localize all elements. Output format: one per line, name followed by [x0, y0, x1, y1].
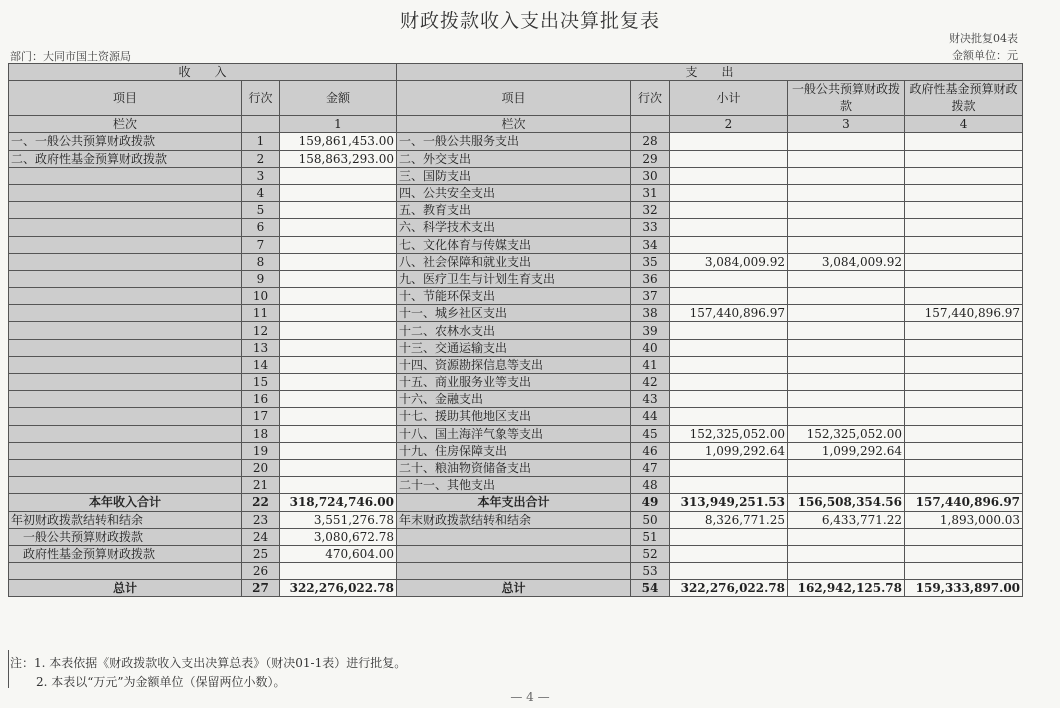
- income-item: [9, 459, 242, 476]
- expense-subtotal: [670, 356, 788, 373]
- expense-item: 总计: [397, 580, 631, 597]
- fund-budget-amount: [905, 408, 1023, 425]
- fund-budget-amount: [905, 459, 1023, 476]
- note-2: 2. 本表以“万元”为金额单位（保留两位小数）。: [36, 675, 286, 689]
- income-amount: [280, 270, 397, 287]
- expense-line: 51: [631, 528, 670, 545]
- income-line: 4: [242, 184, 280, 201]
- income-line: 20: [242, 459, 280, 476]
- income-line: 21: [242, 477, 280, 494]
- expense-item: 十六、金融支出: [397, 391, 631, 408]
- expense-line: 40: [631, 339, 670, 356]
- fund-budget-amount: [905, 391, 1023, 408]
- expense-item: 十一、城乡社区支出: [397, 305, 631, 322]
- income-amount: 470,604.00: [280, 545, 397, 562]
- carryover-row: [9, 511, 1023, 528]
- subtotal-column-number: 2: [670, 116, 788, 133]
- expense-item: [397, 545, 631, 562]
- income-amount-header: 金额: [280, 81, 397, 116]
- fund-budget-amount: [905, 528, 1023, 545]
- expense-item: [397, 563, 631, 580]
- income-amount: 159,861,453.00: [280, 133, 397, 150]
- expense-line: 52: [631, 545, 670, 562]
- fund-budget-amount: [905, 477, 1023, 494]
- expense-subtotal: [670, 184, 788, 201]
- expense-subtotal: 3,084,009.92: [670, 253, 788, 270]
- department-label: 部门：大同市国土资源局: [10, 50, 131, 63]
- income-amount: [280, 219, 397, 236]
- table-row: [9, 322, 1023, 339]
- table-row: [9, 339, 1023, 356]
- settlement-table: [8, 63, 1023, 597]
- expense-item: 六、科学技术支出: [397, 219, 631, 236]
- expense-item: 十七、援助其他地区支出: [397, 408, 631, 425]
- income-amount: [280, 563, 397, 580]
- expense-subtotal: [670, 528, 788, 545]
- fund-budget-amount: [905, 133, 1023, 150]
- income-line: 12: [242, 322, 280, 339]
- expense-line: 38: [631, 305, 670, 322]
- fund-budget-amount: [905, 219, 1023, 236]
- expense-line: 31: [631, 184, 670, 201]
- fund-budget-amount: 157,440,896.97: [905, 305, 1023, 322]
- table-row: [9, 133, 1023, 150]
- income-amount: [280, 356, 397, 373]
- income-line: 16: [242, 391, 280, 408]
- general-budget-amount: [788, 322, 905, 339]
- table-row: [9, 270, 1023, 287]
- income-item: [9, 202, 242, 219]
- expense-subtotal: [670, 477, 788, 494]
- general-budget-amount: [788, 202, 905, 219]
- expense-item: 七、文化体育与传媒支出: [397, 236, 631, 253]
- expense-item: 五、教育支出: [397, 202, 631, 219]
- expense-item: 十、节能环保支出: [397, 288, 631, 305]
- fund-budget-amount: [905, 339, 1023, 356]
- expense-line: 49: [631, 494, 670, 511]
- amount-unit: 金额单位：元: [952, 49, 1018, 62]
- income-amount: [280, 477, 397, 494]
- notes: [10, 654, 406, 692]
- expense-item: 二十一、其他支出: [397, 477, 631, 494]
- income-line: 8: [242, 253, 280, 270]
- expense-subtotal: [670, 459, 788, 476]
- expense-line: 45: [631, 425, 670, 442]
- expense-line: 32: [631, 202, 670, 219]
- expense-item: 二十、粮油物资储备支出: [397, 459, 631, 476]
- income-line: 26: [242, 563, 280, 580]
- income-item: 年初财政拨款结转和结余: [9, 511, 242, 528]
- general-budget-amount: [788, 270, 905, 287]
- income-item: [9, 391, 242, 408]
- income-amount: 318,724,746.00: [280, 494, 397, 511]
- general-budget-amount: [788, 184, 905, 201]
- fund-budget-amount: 1,893,000.03: [905, 511, 1023, 528]
- fund-budget-amount: [905, 150, 1023, 167]
- income-item: [9, 322, 242, 339]
- general-budget-amount: 162,942,125.78: [788, 580, 905, 597]
- table-row: [9, 391, 1023, 408]
- section-header-row: [9, 64, 1023, 81]
- table-row: [9, 202, 1023, 219]
- expense-item: 四、公共安全支出: [397, 184, 631, 201]
- income-amount: [280, 167, 397, 184]
- expense-line: 33: [631, 219, 670, 236]
- general-column-number: 3: [788, 116, 905, 133]
- expense-subtotal: [670, 339, 788, 356]
- income-item-header: 项目: [9, 81, 242, 116]
- income-item: [9, 477, 242, 494]
- expense-line-col-blank: [631, 116, 670, 133]
- income-line: 5: [242, 202, 280, 219]
- column-number-row: [9, 116, 1023, 133]
- expense-line: 48: [631, 477, 670, 494]
- income-amount: 3,080,672.78: [280, 528, 397, 545]
- general-budget-amount: [788, 150, 905, 167]
- income-item: [9, 253, 242, 270]
- income-line: 22: [242, 494, 280, 511]
- income-line: 14: [242, 356, 280, 373]
- fund-budget-amount: [905, 167, 1023, 184]
- income-amount: [280, 374, 397, 391]
- income-item: [9, 408, 242, 425]
- income-line: 17: [242, 408, 280, 425]
- income-line: 13: [242, 339, 280, 356]
- income-item: [9, 563, 242, 580]
- fund-budget-amount: [905, 202, 1023, 219]
- expense-subtotal: [670, 322, 788, 339]
- income-line: 15: [242, 374, 280, 391]
- expense-item: 十五、商业服务业等支出: [397, 374, 631, 391]
- fund-budget-amount: 157,440,896.97: [905, 494, 1023, 511]
- expense-subtotal: 1,099,292.64: [670, 442, 788, 459]
- general-budget-amount: [788, 391, 905, 408]
- income-line: 23: [242, 511, 280, 528]
- income-item: [9, 270, 242, 287]
- expense-subtotal: [670, 563, 788, 580]
- income-item: [9, 425, 242, 442]
- subtotal-header: 小计: [670, 81, 788, 116]
- expense-subtotal: [670, 545, 788, 562]
- expense-line: 46: [631, 442, 670, 459]
- income-item: [9, 339, 242, 356]
- fund-budget-amount: [905, 236, 1023, 253]
- table-row: [9, 408, 1023, 425]
- expense-line: 42: [631, 374, 670, 391]
- expense-item: 一、一般公共服务支出: [397, 133, 631, 150]
- income-amount: [280, 339, 397, 356]
- fund-column-number: 4: [905, 116, 1023, 133]
- expense-line: 50: [631, 511, 670, 528]
- table-row: [9, 305, 1023, 322]
- table-row: [9, 219, 1023, 236]
- expense-line: 43: [631, 391, 670, 408]
- general-budget-amount: [788, 408, 905, 425]
- expense-item: 年末财政拨款结转和结余: [397, 511, 631, 528]
- income-line: 25: [242, 545, 280, 562]
- income-item: 一般公共预算财政拨款: [9, 528, 242, 545]
- fund-budget-amount: [905, 545, 1023, 562]
- expense-column-label: 栏次: [397, 116, 631, 133]
- income-amount: [280, 236, 397, 253]
- expense-subtotal: [670, 288, 788, 305]
- expense-line: 39: [631, 322, 670, 339]
- income-item: [9, 356, 242, 373]
- expense-item: 九、医疗卫生与计划生育支出: [397, 270, 631, 287]
- income-amount: [280, 322, 397, 339]
- income-amount: [280, 442, 397, 459]
- income-line: 2: [242, 150, 280, 167]
- expense-item: 十二、农林水支出: [397, 322, 631, 339]
- income-item: [9, 184, 242, 201]
- income-amount: [280, 391, 397, 408]
- income-line: 24: [242, 528, 280, 545]
- fund-budget-amount: [905, 288, 1023, 305]
- fund-budget-amount: [905, 322, 1023, 339]
- table-row: [9, 288, 1023, 305]
- general-budget-amount: [788, 288, 905, 305]
- income-amount: [280, 253, 397, 270]
- fund-budget-amount: [905, 425, 1023, 442]
- general-budget-amount: 1,099,292.64: [788, 442, 905, 459]
- income-line: 3: [242, 167, 280, 184]
- income-line: 11: [242, 305, 280, 322]
- general-budget-amount: [788, 477, 905, 494]
- expense-item: 本年支出合计: [397, 494, 631, 511]
- table-row: [9, 167, 1023, 184]
- column-header-row: [9, 81, 1023, 116]
- income-amount: 322,276,022.78: [280, 580, 397, 597]
- expense-item: 三、国防支出: [397, 167, 631, 184]
- expense-subtotal: 157,440,896.97: [670, 305, 788, 322]
- fund-budget-amount: [905, 184, 1023, 201]
- income-line: 9: [242, 270, 280, 287]
- fund-budget-amount: [905, 442, 1023, 459]
- general-budget-amount: [788, 219, 905, 236]
- expense-item: [397, 528, 631, 545]
- table-row: [9, 150, 1023, 167]
- expense-line: 36: [631, 270, 670, 287]
- income-section-header: 收 入: [9, 64, 397, 81]
- income-line: 10: [242, 288, 280, 305]
- expense-line: 54: [631, 580, 670, 597]
- income-amount: [280, 459, 397, 476]
- general-budget-amount: 6,433,771.22: [788, 511, 905, 528]
- expense-line: 44: [631, 408, 670, 425]
- table-row: [9, 459, 1023, 476]
- table-row: [9, 356, 1023, 373]
- page-title: 财政拨款收入支出决算批复表: [399, 10, 660, 32]
- expense-item: 二、外交支出: [397, 150, 631, 167]
- table-row: [9, 442, 1023, 459]
- general-budget-amount: [788, 528, 905, 545]
- fund-budget-amount: [905, 356, 1023, 373]
- income-amount: 3,551,276.78: [280, 511, 397, 528]
- general-budget-amount: 3,084,009.92: [788, 253, 905, 270]
- expense-item: 八、社会保障和就业支出: [397, 253, 631, 270]
- expense-subtotal: [670, 408, 788, 425]
- expense-subtotal: 152,325,052.00: [670, 425, 788, 442]
- income-item: [9, 305, 242, 322]
- fund-budget-amount: 159,333,897.00: [905, 580, 1023, 597]
- form-code: 财决批复04表: [949, 32, 1018, 45]
- income-item: [9, 167, 242, 184]
- general-budget-header: 一般公共预算财政拨款: [788, 81, 905, 116]
- income-item: [9, 219, 242, 236]
- income-amount: [280, 425, 397, 442]
- expense-subtotal: [670, 133, 788, 150]
- income-line: 6: [242, 219, 280, 236]
- income-item: 总计: [9, 580, 242, 597]
- expense-line: 29: [631, 150, 670, 167]
- table-row: [9, 374, 1023, 391]
- amount-column-number: 1: [280, 116, 397, 133]
- general-budget-amount: [788, 356, 905, 373]
- income-amount: [280, 408, 397, 425]
- income-column-label: 栏次: [9, 116, 242, 133]
- page-number: — 4 —: [510, 690, 550, 704]
- carryover-general-row: [9, 528, 1023, 545]
- expense-line: 41: [631, 356, 670, 373]
- expense-subtotal: [670, 236, 788, 253]
- income-line: 1: [242, 133, 280, 150]
- income-line: 19: [242, 442, 280, 459]
- general-budget-amount: [788, 167, 905, 184]
- income-amount: 158,863,293.00: [280, 150, 397, 167]
- expense-subtotal: [670, 374, 788, 391]
- expense-subtotal: [670, 270, 788, 287]
- expense-line: 30: [631, 167, 670, 184]
- general-budget-amount: [788, 459, 905, 476]
- general-budget-amount: [788, 133, 905, 150]
- income-amount: [280, 184, 397, 201]
- income-item: 二、政府性基金预算财政拨款: [9, 150, 242, 167]
- fund-budget-header: 政府性基金预算财政拨款: [905, 81, 1023, 116]
- expense-item: 十九、住房保障支出: [397, 442, 631, 459]
- general-budget-amount: [788, 374, 905, 391]
- expense-subtotal: [670, 391, 788, 408]
- income-line: 7: [242, 236, 280, 253]
- carryover-fund-row: [9, 545, 1023, 562]
- left-margin-rule: [8, 650, 9, 688]
- income-amount: [280, 288, 397, 305]
- expense-line: 35: [631, 253, 670, 270]
- income-amount: [280, 202, 397, 219]
- grand-total-row: [9, 580, 1023, 597]
- expense-line-header: 行次: [631, 81, 670, 116]
- expense-line: 47: [631, 459, 670, 476]
- expense-item-header: 项目: [397, 81, 631, 116]
- income-item: 本年收入合计: [9, 494, 242, 511]
- general-budget-amount: [788, 339, 905, 356]
- carryover-blank-row: [9, 563, 1023, 580]
- expense-subtotal: 8,326,771.25: [670, 511, 788, 528]
- general-budget-amount: [788, 563, 905, 580]
- general-budget-amount: 152,325,052.00: [788, 425, 905, 442]
- general-budget-amount: [788, 236, 905, 253]
- income-line-header: 行次: [242, 81, 280, 116]
- note-1: 注：1. 本表依据《财政拨款收入支出决算总表》（财决01-1表）进行批复。: [10, 656, 407, 670]
- fund-budget-amount: [905, 253, 1023, 270]
- income-item: 政府性基金预算财政拨款: [9, 545, 242, 562]
- table-row: [9, 477, 1023, 494]
- expense-line: 28: [631, 133, 670, 150]
- income-line: 18: [242, 425, 280, 442]
- table-row: [9, 236, 1023, 253]
- fund-budget-amount: [905, 563, 1023, 580]
- expense-subtotal: [670, 150, 788, 167]
- table-row: [9, 184, 1023, 201]
- income-item: 一、一般公共预算财政拨款: [9, 133, 242, 150]
- fund-budget-amount: [905, 270, 1023, 287]
- expense-subtotal: 313,949,251.53: [670, 494, 788, 511]
- fund-budget-amount: [905, 374, 1023, 391]
- expense-item: 十三、交通运输支出: [397, 339, 631, 356]
- expense-subtotal: 322,276,022.78: [670, 580, 788, 597]
- expense-subtotal: [670, 167, 788, 184]
- income-item: [9, 374, 242, 391]
- general-budget-amount: 156,508,354.56: [788, 494, 905, 511]
- income-line: 27: [242, 580, 280, 597]
- income-line-col-blank: [242, 116, 280, 133]
- expense-line: 37: [631, 288, 670, 305]
- income-item: [9, 288, 242, 305]
- table-row: [9, 425, 1023, 442]
- expense-line: 53: [631, 563, 670, 580]
- income-amount: [280, 305, 397, 322]
- table-row: [9, 253, 1023, 270]
- general-budget-amount: [788, 305, 905, 322]
- expense-item: 十八、国土海洋气象等支出: [397, 425, 631, 442]
- expense-subtotal: [670, 202, 788, 219]
- expense-item: 十四、资源勘探信息等支出: [397, 356, 631, 373]
- general-budget-amount: [788, 545, 905, 562]
- expense-subtotal: [670, 219, 788, 236]
- income-item: [9, 236, 242, 253]
- expense-line: 34: [631, 236, 670, 253]
- expense-section-header: 支 出: [397, 64, 1023, 81]
- year-total-row: [9, 494, 1023, 511]
- income-item: [9, 442, 242, 459]
